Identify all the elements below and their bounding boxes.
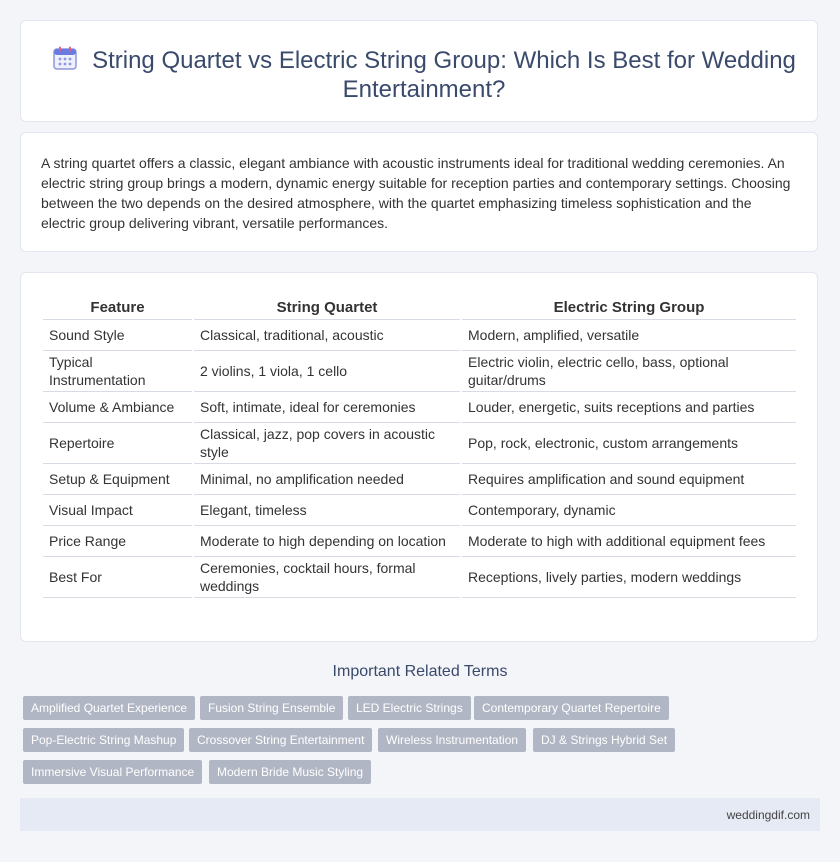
- table-row: [43, 464, 796, 495]
- related-tag-immersive-visual-performance[interactable]: Immersive Visual Performance: [23, 760, 202, 784]
- table-row: [43, 423, 796, 464]
- feature-cell: Sound Style: [43, 320, 192, 351]
- table-row: [43, 392, 796, 423]
- quartet-cell: Minimal, no amplification needed: [194, 464, 460, 495]
- feature-cell: Best For: [43, 557, 192, 598]
- related-tag-dj-strings-hybrid-set[interactable]: DJ & Strings Hybrid Set: [533, 728, 675, 752]
- related-tag-led-electric-strings[interactable]: LED Electric Strings: [348, 696, 471, 720]
- related-tag-amplified-quartet-experience[interactable]: Amplified Quartet Experience: [23, 696, 195, 720]
- quartet-cell: Soft, intimate, ideal for ceremonies: [194, 392, 460, 423]
- title-wrap: [51, 45, 797, 104]
- header-electric-string-group: Electric String Group: [462, 295, 796, 320]
- comparison-card: [20, 272, 818, 642]
- table-row: [43, 557, 796, 598]
- footer-site-name: weddingdif.com: [726, 808, 810, 822]
- page-title: [51, 45, 797, 104]
- electric-cell: Pop, rock, electronic, custom arrangements: [462, 423, 796, 464]
- related-tag-wireless-instrumentation[interactable]: Wireless Instrumentation: [378, 728, 526, 752]
- feature-cell: Visual Impact: [43, 495, 192, 526]
- intro-paragraph: A string quartet offers a classic, elegant ambiance with acoustic instruments ideal for traditional wedding ceremonies. An electric string group brings a modern, dynamic energy suitable for reception parties and contemporary settings. Choosing between the two depends on the desired atmosphere, with the quartet emphasizing timeless sophistication and the electric group delivering vibrant, versatile performances.: [41, 155, 791, 231]
- related-tag-fusion-string-ensemble[interactable]: Fusion String Ensemble: [200, 696, 343, 720]
- related-tag-crossover-string-entertainment[interactable]: Crossover String Entertainment: [189, 728, 372, 752]
- feature-cell: Typical Instrumentation: [43, 351, 192, 392]
- header-card: [20, 20, 818, 122]
- electric-cell: Requires amplification and sound equipment: [462, 464, 796, 495]
- feature-cell: Price Range: [43, 526, 192, 557]
- electric-cell: Modern, amplified, versatile: [462, 320, 796, 351]
- related-tag-contemporary-quartet-repertoire[interactable]: Contemporary Quartet Repertoire: [474, 696, 669, 720]
- table-row: [43, 526, 796, 557]
- quartet-cell: Moderate to high depending on location: [194, 526, 460, 557]
- comparison-table: [41, 295, 798, 598]
- electric-cell: Moderate to high with additional equipment fees: [462, 526, 796, 557]
- electric-cell: Receptions, lively parties, modern weddings: [462, 557, 796, 598]
- header-feature: Feature: [43, 295, 192, 320]
- table-row: [43, 320, 796, 351]
- feature-cell: Setup & Equipment: [43, 464, 192, 495]
- related-tag-modern-bride-music-styling[interactable]: Modern Bride Music Styling: [209, 760, 371, 784]
- header-string-quartet: String Quartet: [194, 295, 460, 320]
- table-row: [43, 495, 796, 526]
- electric-cell: Contemporary, dynamic: [462, 495, 796, 526]
- quartet-cell: Elegant, timeless: [194, 495, 460, 526]
- related-terms-title: Important Related Terms: [332, 663, 508, 680]
- page-title-text: String Quartet vs Electric String Group: Which Is Best for Wedding Entertainment?: [92, 47, 796, 103]
- quartet-cell: Ceremonies, cocktail hours, formal weddings: [194, 557, 460, 598]
- quartet-cell: 2 violins, 1 viola, 1 cello: [194, 351, 460, 392]
- quartet-cell: Classical, traditional, acoustic: [194, 320, 460, 351]
- intro-card: [20, 132, 818, 252]
- feature-cell: Volume & Ambiance: [43, 392, 192, 423]
- related-tag-pop-electric-string-mashup[interactable]: Pop-Electric String Mashup: [23, 728, 184, 752]
- electric-cell: Louder, energetic, suits receptions and parties: [462, 392, 796, 423]
- electric-cell: Electric violin, electric cello, bass, optional guitar/drums: [462, 351, 796, 392]
- table-header-row: [43, 295, 796, 320]
- feature-cell: Repertoire: [43, 423, 192, 464]
- quartet-cell: Classical, jazz, pop covers in acoustic style: [194, 423, 460, 464]
- calendar-icon: [52, 45, 78, 71]
- footer: [20, 798, 820, 831]
- table-row: [43, 351, 796, 392]
